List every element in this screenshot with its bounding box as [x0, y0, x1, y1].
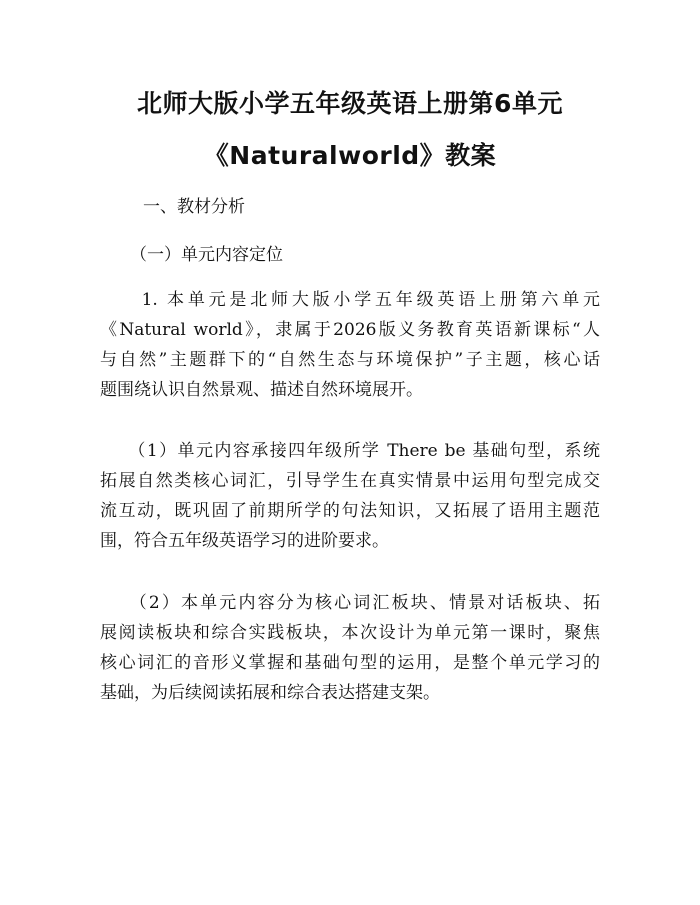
paragraph-line: 流互动，既巩固了前期所学的句法知识，又拓展了语用主题范: [100, 501, 600, 521]
section-heading: 一、教材分析: [143, 197, 245, 217]
document-title-line-1: 北师大版小学五年级英语上册第6单元: [137, 89, 563, 118]
paragraph-line: 展阅读板块和综合实践板块，本次设计为单元第一课时，聚焦: [100, 623, 600, 643]
subsection-heading: （一）单元内容定位: [130, 245, 283, 265]
paragraph-line: （2）本单元内容分为核心词汇板块、情景对话板块、拓: [100, 593, 600, 613]
document-title-line-2: 《Naturalworld》教案: [203, 141, 497, 170]
paragraph-1: [100, 285, 600, 405]
paragraph-2: [100, 436, 600, 556]
paragraph-line: 围，符合五年级英语学习的进阶要求。: [100, 531, 389, 551]
paragraph-line: 基础，为后续阅读拓展和综合表达搭建支架。: [100, 683, 440, 703]
paragraph-line: 《Natural world》，隶属于2026版义务教育英语新课标“人: [100, 320, 600, 340]
paragraph-line: 拓展自然类核心词汇，引导学生在真实情景中运用句型完成交: [100, 471, 600, 491]
paragraph-line: 1. 本单元是北师大版小学五年级英语上册第六单元: [100, 290, 600, 310]
paragraph-line: （1）单元内容承接四年级所学 There be 基础句型，系统: [100, 441, 600, 461]
paragraph-3: [100, 588, 600, 708]
paragraph-line: 题围绕认识自然景观、描述自然环境展开。: [100, 380, 423, 400]
paragraph-line: 与自然”主题群下的“自然生态与环境保护”子主题，核心话: [100, 350, 600, 370]
paragraph-line: 核心词汇的音形义掌握和基础句型的运用，是整个单元学习的: [100, 653, 600, 673]
